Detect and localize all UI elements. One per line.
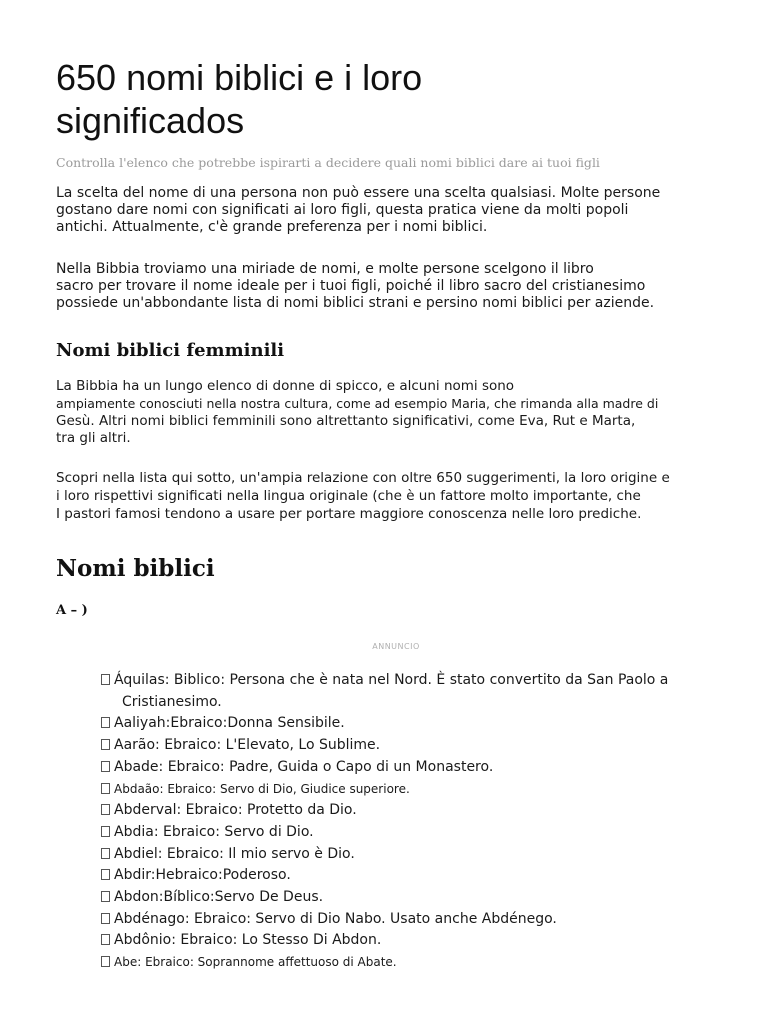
bullet-box-icon	[101, 826, 110, 837]
bullet-box-icon	[101, 891, 110, 902]
bullet-box-icon	[101, 804, 110, 815]
list-item	[101, 800, 721, 822]
text-line: sacro per trovare il nome ideale per i tuoi figli, poiché il libro sacro del cristianesimo	[56, 278, 646, 294]
bullet-box-icon	[101, 739, 110, 750]
list-item	[101, 909, 721, 931]
bullet-box-icon	[101, 956, 110, 967]
bullet-box-icon	[101, 674, 110, 685]
list-intro-paragraph	[56, 469, 756, 523]
bullet-box-icon	[101, 848, 110, 859]
name-entry: Abdaão: Ebraico: Servo di Dio, Giudice superiore.	[114, 781, 410, 796]
text-line: Nella Bibbia troviamo una miriade de nomi, e molte persone scelgono il libro	[56, 261, 594, 277]
name-entry: Abdénago: Ebraico: Servo di Dio Nabo. Usato anche Abdénego.	[114, 910, 557, 927]
letter-section-label: A – )	[56, 603, 88, 618]
text-line: ampiamente conosciuti nella nostra cultura, come ad esempio Maria, che rimanda alla madre di	[56, 396, 659, 411]
list-item	[101, 887, 721, 909]
ad-label: ANNUNCIO	[372, 642, 420, 651]
section-heading-names: Nomi biblici	[56, 555, 215, 582]
list-item	[101, 844, 721, 866]
page-title	[56, 56, 736, 142]
name-entry: Áquilas: Biblico: Persona che è nata nel Nord. È stato convertito da San Paolo a	[114, 672, 669, 688]
names-list	[101, 670, 721, 974]
name-entry: Abdia: Ebraico: Servo di Dio.	[114, 823, 314, 840]
name-entry: Abade: Ebraico: Padre, Guida o Capo di un Monastero.	[114, 758, 494, 775]
title-line-1: 650 nomi biblici e i loro	[56, 57, 423, 98]
female-names-paragraph	[56, 378, 756, 447]
name-entry: Abdônio: Ebraico: Lo Stesso Di Abdon.	[114, 932, 382, 949]
list-item	[101, 865, 721, 887]
title-line-2: significados	[56, 100, 245, 141]
text-line: gostano dare nomi con significati ai loro figli, questa pratica viene da molti popoli	[56, 202, 629, 218]
section-heading-female: Nomi biblici femminili	[56, 340, 285, 361]
text-line: possiede un'abbondante lista di nomi biblici strani e persino nomi biblici per aziende.	[56, 295, 655, 311]
bullet-box-icon	[101, 783, 110, 794]
intro-paragraph-1	[56, 185, 756, 236]
intro-paragraph-2	[56, 261, 756, 312]
subtitle: Controlla l'elenco che potrebbe ispirarti a decidere quali nomi biblici dare ai tuoi figli	[56, 155, 600, 170]
bullet-box-icon	[101, 869, 110, 880]
text-line: i loro rispettivi significati nella lingua originale (che è un fattore molto importante, che	[56, 488, 641, 504]
list-item	[101, 713, 721, 735]
bullet-box-icon	[101, 913, 110, 924]
name-entry: Abderval: Ebraico: Protetto da Dio.	[114, 802, 357, 819]
text-line: I pastori famosi tendono a usare per portare maggiore conoscenza nelle loro prediche.	[56, 506, 642, 522]
list-item	[101, 757, 721, 779]
text-line: antichi. Attualmente, c'è grande preferenza per i nomi biblici.	[56, 219, 488, 235]
name-entry: Abe: Ebraico: Soprannome affettuoso di Abate.	[114, 955, 397, 970]
bullet-box-icon	[101, 717, 110, 728]
text-line: Scopri nella lista qui sotto, un'ampia relazione con oltre 650 suggerimenti, la loro origine e	[56, 470, 670, 486]
text-line: La scelta del nome di una persona non può essere una scelta qualsiasi. Molte persone	[56, 185, 661, 201]
list-item	[101, 670, 721, 713]
text-line: tra gli altri.	[56, 430, 131, 446]
list-item	[101, 930, 721, 952]
text-line: La Bibbia ha un lungo elenco di donne di spicco, e alcuni nomi sono	[56, 378, 515, 394]
name-entry: Aarão: Ebraico: L'Elevato, Lo Sublime.	[114, 737, 381, 754]
list-item	[101, 735, 721, 757]
list-item	[101, 952, 721, 974]
name-entry-continuation: Cristianesimo.	[122, 693, 222, 710]
bullet-box-icon	[101, 761, 110, 772]
name-entry: Abdiel: Ebraico: Il mio servo è Dio.	[114, 845, 355, 862]
text-line: Gesù. Altri nomi biblici femminili sono altrettanto significativi, come Eva, Rut e Marta,	[56, 413, 636, 429]
list-item	[101, 779, 721, 801]
name-entry: Aaliyah:Ebraico:Donna Sensibile.	[114, 715, 345, 732]
list-item	[101, 822, 721, 844]
name-entry: Abdon:Bíblico:Servo De Deus.	[114, 889, 324, 906]
bullet-box-icon	[101, 934, 110, 945]
name-entry: Abdir:Hebraico:Poderoso.	[114, 867, 291, 884]
